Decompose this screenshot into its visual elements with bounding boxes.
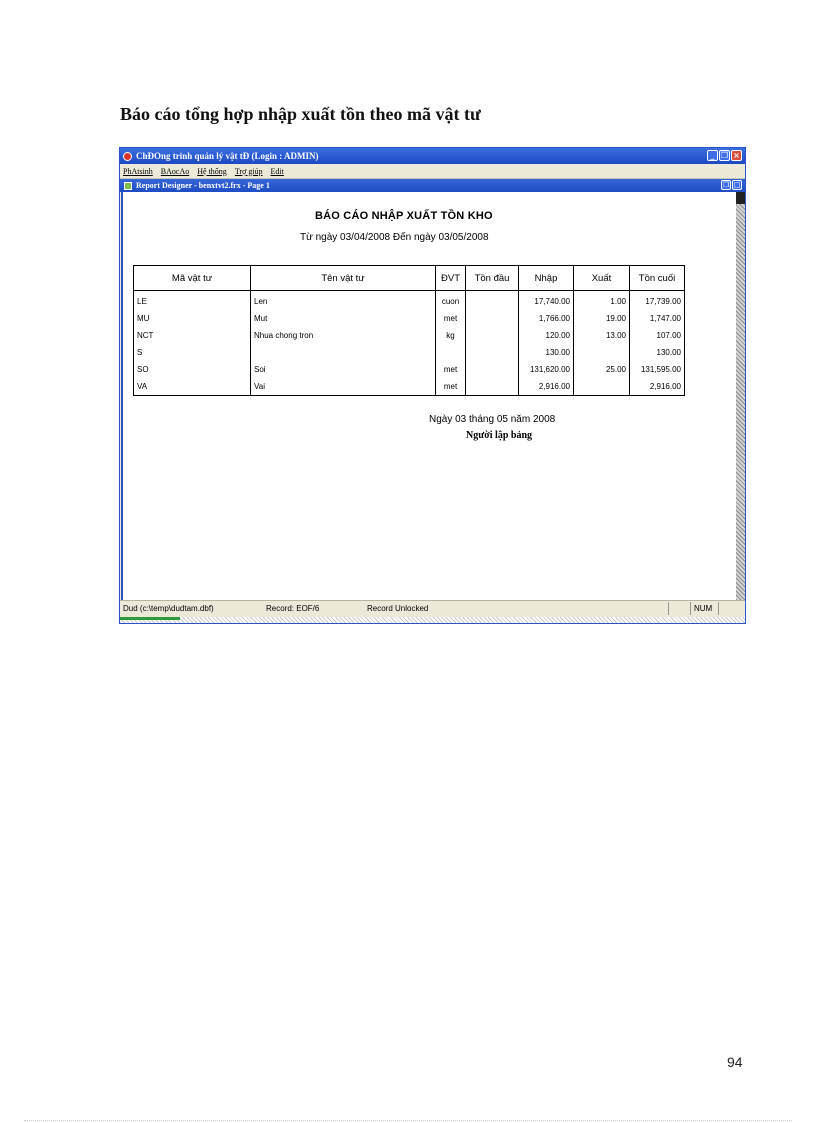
signature-date: Ngày 03 tháng 05 năm 2008 bbox=[429, 414, 556, 425]
cell-name: Soi bbox=[251, 361, 436, 378]
cell-opening bbox=[466, 361, 519, 378]
designer-titlebar[interactable] bbox=[120, 179, 745, 192]
document-heading: Báo cáo tổng hợp nhập xuất tồn theo mã vật tư bbox=[120, 104, 481, 124]
table-row bbox=[134, 327, 685, 344]
menu-bar bbox=[120, 164, 745, 179]
minimize-icon[interactable]: _ bbox=[707, 150, 718, 161]
cell-code: NCT bbox=[134, 327, 251, 344]
cell-out: 25.00 bbox=[574, 361, 630, 378]
cell-closing: 107.00 bbox=[630, 327, 685, 344]
cell-closing: 131,595.00 bbox=[630, 361, 685, 378]
report-title: BÁO CÁO NHẬP XUẤT TỒN KHO bbox=[315, 210, 493, 222]
cell-out: 13.00 bbox=[574, 327, 630, 344]
cell-out: 19.00 bbox=[574, 310, 630, 327]
cell-out bbox=[574, 344, 630, 361]
cell-in: 1,766.00 bbox=[519, 310, 574, 327]
cell-unit: kg bbox=[436, 327, 466, 344]
status-lock: Record Unlocked bbox=[367, 604, 429, 613]
status-divider bbox=[668, 602, 669, 615]
designer-restore-icon[interactable]: ❐ bbox=[722, 181, 730, 189]
close-icon[interactable]: × bbox=[731, 150, 742, 161]
col-header-unit: ĐVT bbox=[436, 266, 466, 291]
cell-closing: 2,916.00 bbox=[630, 378, 685, 396]
col-header-opening: Tồn đầu bbox=[466, 266, 519, 291]
cell-unit: met bbox=[436, 310, 466, 327]
cell-closing: 17,739.00 bbox=[630, 291, 685, 311]
app-title: ChĐOng trinh quản lý vật tĐ (Login : ADMIN) bbox=[136, 151, 319, 161]
scrollbar-thumb[interactable] bbox=[736, 192, 745, 204]
cell-in: 17,740.00 bbox=[519, 291, 574, 311]
menu-hethong[interactable]: Hệ thống bbox=[197, 166, 227, 176]
cell-opening bbox=[466, 378, 519, 396]
designer-maximize-icon[interactable]: □ bbox=[733, 181, 741, 189]
table-row bbox=[134, 378, 685, 396]
status-file: Dud (c:\temp\dudtam.dbf) bbox=[123, 604, 214, 613]
cell-code: LE bbox=[134, 291, 251, 311]
app-titlebar[interactable] bbox=[120, 148, 745, 164]
table-header-row bbox=[134, 266, 685, 291]
col-header-out: Xuất bbox=[574, 266, 630, 291]
col-header-code: Mã vật tư bbox=[134, 266, 251, 291]
table-row bbox=[134, 291, 685, 311]
cell-unit: met bbox=[436, 361, 466, 378]
cell-name: Mut bbox=[251, 310, 436, 327]
window-bottom-edge bbox=[120, 617, 745, 623]
designer-title: Report Designer - benxtvt2.frx - Page 1 bbox=[136, 181, 270, 190]
status-bar bbox=[120, 600, 745, 617]
cell-name: Vai bbox=[251, 378, 436, 396]
menu-edit[interactable]: Edit bbox=[270, 166, 284, 176]
cell-name bbox=[251, 344, 436, 361]
table-row bbox=[134, 361, 685, 378]
taskbar-strip bbox=[120, 617, 180, 620]
cell-opening bbox=[466, 291, 519, 311]
cell-closing: 130.00 bbox=[630, 344, 685, 361]
table-row bbox=[134, 310, 685, 327]
footer-divider bbox=[24, 1120, 792, 1121]
cell-closing: 1,747.00 bbox=[630, 310, 685, 327]
report-designer-icon bbox=[124, 182, 132, 190]
cell-code: SO bbox=[134, 361, 251, 378]
cell-in: 2,916.00 bbox=[519, 378, 574, 396]
inventory-table bbox=[133, 265, 685, 396]
col-header-in: Nhập bbox=[519, 266, 574, 291]
cell-in: 120.00 bbox=[519, 327, 574, 344]
cell-name: Len bbox=[251, 291, 436, 311]
restore-icon[interactable]: ❐ bbox=[720, 151, 729, 160]
cell-opening bbox=[466, 327, 519, 344]
status-num: NUM bbox=[694, 604, 713, 613]
menu-phatsinh[interactable]: PhAtsinh bbox=[123, 166, 153, 176]
cell-code: S bbox=[134, 344, 251, 361]
report-date-range: Từ ngày 03/04/2008 Đến ngày 03/05/2008 bbox=[300, 232, 489, 243]
cell-code: MU bbox=[134, 310, 251, 327]
app-icon bbox=[123, 152, 132, 161]
page-number: 94 bbox=[727, 1054, 743, 1070]
report-preview bbox=[121, 192, 736, 600]
cell-out: 1.00 bbox=[574, 291, 630, 311]
cell-unit: met bbox=[436, 378, 466, 396]
menu-trogiup[interactable]: Trợ giúp bbox=[234, 166, 263, 176]
cell-code: VA bbox=[134, 378, 251, 396]
vertical-scrollbar[interactable] bbox=[736, 192, 745, 600]
status-divider bbox=[690, 602, 691, 615]
cell-in: 131,620.00 bbox=[519, 361, 574, 378]
table-row bbox=[134, 344, 685, 361]
status-divider bbox=[718, 602, 719, 615]
signature-role: Người lập bảng bbox=[466, 430, 533, 441]
cell-name: Nhua chong tron bbox=[251, 327, 436, 344]
cell-unit: cuon bbox=[436, 291, 466, 311]
status-record: Record: EOF/6 bbox=[266, 604, 320, 613]
menu-baocao[interactable]: BAocAo bbox=[160, 166, 190, 176]
cell-unit bbox=[436, 344, 466, 361]
cell-out bbox=[574, 378, 630, 396]
app-window bbox=[119, 147, 746, 624]
cell-opening bbox=[466, 310, 519, 327]
col-header-name: Tên vật tư bbox=[251, 266, 436, 291]
cell-opening bbox=[466, 344, 519, 361]
col-header-closing: Tồn cuối bbox=[630, 266, 685, 291]
cell-in: 130.00 bbox=[519, 344, 574, 361]
